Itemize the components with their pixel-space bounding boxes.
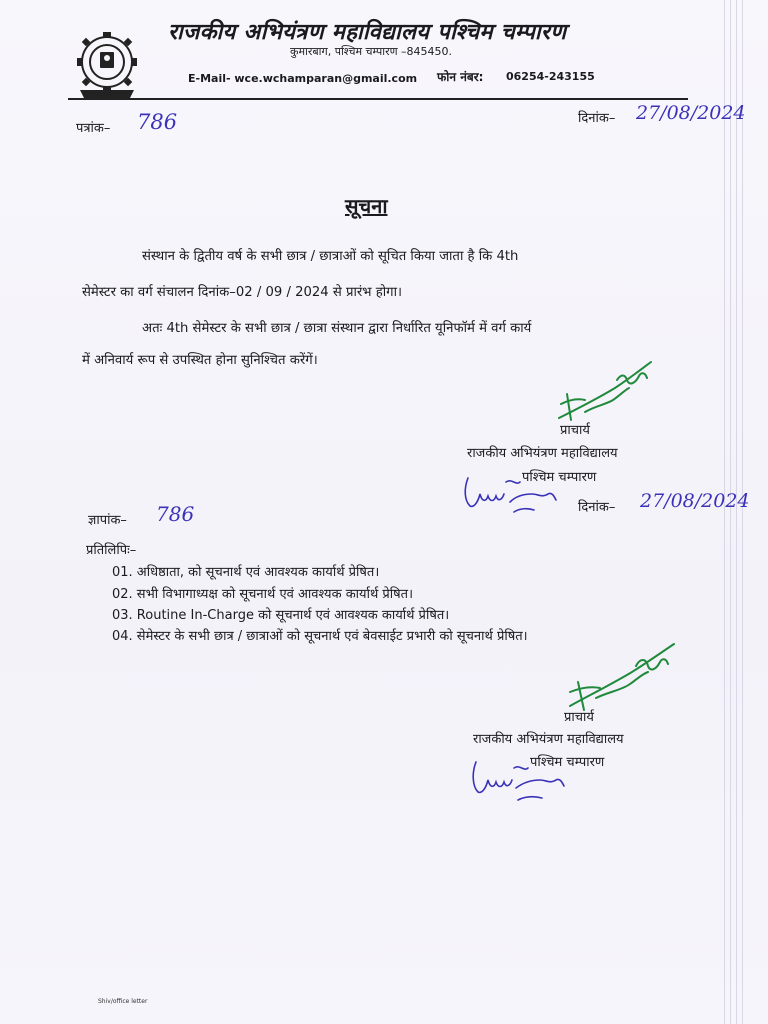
signature1-institution: राजकीय अभियंत्रण महाविद्यालय: [467, 446, 618, 461]
notice-para1-line1: संस्थान के द्वितीय वर्ष के सभी छात्र / छात्राओं को सूचित किया जाता है कि 4th: [142, 249, 519, 264]
copy-label: प्रतिलिपिः–: [86, 543, 137, 558]
notice-para1-line2: सेमेस्टर का वर्ग संचालन दिनांक–02 / 09 / 2024 से प्रारंभ होगा।: [82, 285, 402, 300]
gyapank-label: ज्ञापांक–: [88, 513, 127, 528]
signature2-institution: राजकीय अभियंत्रण महाविद्यालय: [473, 732, 624, 747]
date-value: 27/08/2024: [636, 102, 746, 124]
signature1-location: पश्चिम चम्पारण: [522, 470, 597, 485]
memo-date-value: 27/08/2024: [640, 490, 750, 512]
initials-2: [470, 756, 570, 808]
signature2-location: पश्चिम चम्पारण: [530, 755, 605, 770]
copy-item-2: 02. सभी विभागाध्यक्ष को सूचनार्थ एवं आवश्यक कार्यार्थ प्रेषित।: [112, 587, 414, 602]
initials-1: [462, 472, 562, 522]
college-name: राजकीय अभियंत्रण महाविद्यालय पश्चिम चम्पारण: [168, 20, 567, 45]
notice-title: सूचना: [345, 194, 388, 218]
phone-number: 06254-243155: [506, 70, 595, 83]
page-edge-lines: [724, 0, 748, 1024]
signature2-designation: प्राचार्य: [564, 710, 594, 725]
principal-signature-2: [568, 642, 680, 714]
notice-para2-line1: अतः 4th सेमेस्टर के सभी छात्र / छात्रा संस्थान द्वारा निर्धारित यूनिफॉर्म में वर्ग कार्य: [142, 321, 532, 336]
notice-para2-line2: में अनिवार्य रूप से उपस्थित होना सुनिश्चित करेंगें।: [82, 353, 318, 368]
memo-date-label: दिनांक–: [578, 500, 616, 515]
copy-item-3: 03. Routine In-Charge को सूचनार्थ एवं आवश्यक कार्यार्थ प्रेषित।: [112, 608, 450, 623]
header-divider: [68, 98, 688, 100]
copy-item-1: 01. अधिष्ठाता, को सूचनार्थ एवं आवश्यक कार्यार्थ प्रेषित।: [112, 565, 380, 580]
patrank-value: 786: [137, 110, 178, 134]
signature1-designation: प्राचार्य: [560, 423, 590, 438]
date-label: दिनांक–: [578, 111, 616, 126]
patrank-label: पत्रांक–: [76, 121, 111, 136]
college-logo-icon: [72, 28, 142, 100]
footer-note: Shiv/office letter: [98, 998, 148, 1005]
copy-item-4: 04. सेमेस्टर के सभी छात्र / छात्राओं को सूचनार्थ एवं बेवसाईट प्रभारी को सूचनार्थ प्रेषित।: [112, 629, 528, 644]
college-address: कुमारबाग, पश्चिम चम्पारण –845450.: [290, 45, 453, 58]
phone-label: फोन नंबर:: [437, 70, 484, 84]
college-email: E-Mail- wce.wchamparan@gmail.com: [188, 72, 418, 85]
gyapank-value: 786: [156, 502, 195, 526]
